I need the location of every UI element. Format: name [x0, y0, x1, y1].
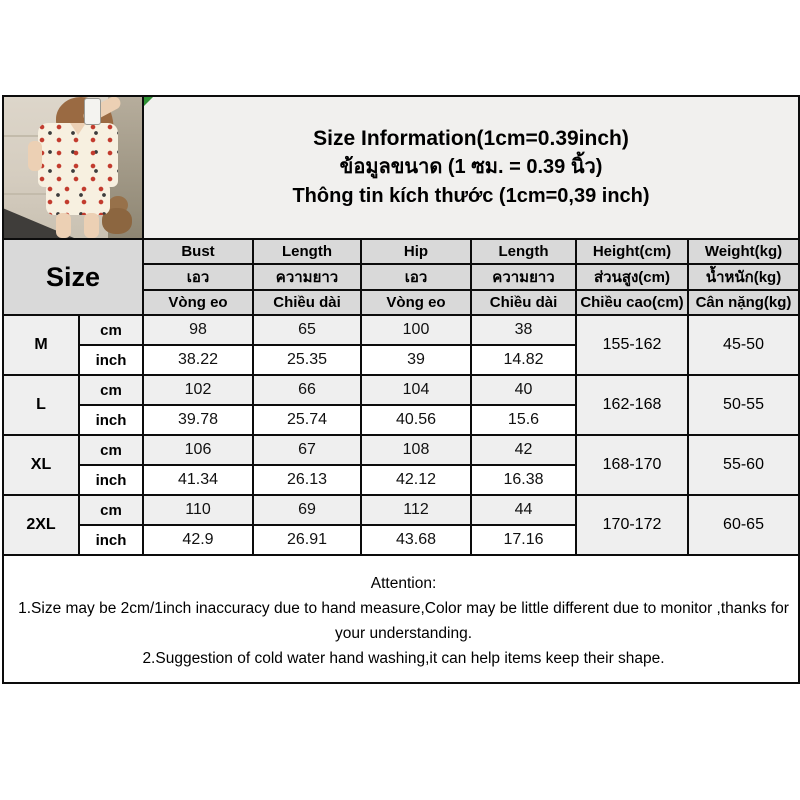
2xl-bust-inch: 42.9	[143, 525, 253, 555]
photo-pajama-shorts	[46, 185, 110, 215]
col-header-hip-th: เอว	[361, 264, 471, 290]
attention-line-2: 2.Suggestion of cold water hand washing,it can help items keep their shape.	[142, 649, 665, 667]
unit-cm: cm	[79, 495, 143, 525]
m-bust-inch: 38.22	[143, 345, 253, 375]
title-english: Size Information(1cm=0.39inch)	[313, 127, 629, 150]
excel-error-flag-icon	[144, 97, 153, 106]
title-vietnamese: Thông tin kích thước (1cm=0,39 inch)	[292, 185, 650, 207]
size-label: Size	[3, 239, 143, 315]
m-hip-inch: 39	[361, 345, 471, 375]
title-cell	[143, 96, 799, 239]
2xl-length-inch: 26.91	[253, 525, 361, 555]
l-length2-cm: 40	[471, 375, 576, 405]
col-header-height: Height(cm)	[576, 239, 688, 264]
l-length2-inch: 15.6	[471, 405, 576, 435]
xl-length2-inch: 16.38	[471, 465, 576, 495]
title-thai: ข้อมูลขนาด (1 ซม. = 0.39 นิ้ว)	[339, 156, 603, 178]
2xl-length2-cm: 44	[471, 495, 576, 525]
col-header-weight: Weight(kg)	[688, 239, 799, 264]
2xl-hip-inch: 43.68	[361, 525, 471, 555]
col-header-weight-vi: Cân nặng(kg)	[688, 290, 799, 315]
attention-note	[3, 555, 799, 683]
size-2xl: 2XL	[3, 495, 79, 555]
photo-vneck	[70, 123, 86, 135]
size-chart-table	[2, 95, 800, 684]
col-header-bust: Bust	[143, 239, 253, 264]
m-length2-cm: 38	[471, 315, 576, 345]
l-length-inch: 25.74	[253, 405, 361, 435]
col-header-height-vi: Chiều cao(cm)	[576, 290, 688, 315]
photo-leg	[84, 213, 99, 238]
photo-cell	[3, 96, 143, 239]
xl-bust-inch: 41.34	[143, 465, 253, 495]
col-header-hip: Hip	[361, 239, 471, 264]
m-length-cm: 65	[253, 315, 361, 345]
xl-hip-cm: 108	[361, 435, 471, 465]
m-length2-inch: 14.82	[471, 345, 576, 375]
col-header-length2-th: ความยาว	[471, 264, 576, 290]
col-header-length2: Length	[471, 239, 576, 264]
table-row	[3, 495, 799, 525]
size-m: M	[3, 315, 79, 375]
xl-weight: 55-60	[688, 435, 799, 495]
xl-height: 168-170	[576, 435, 688, 495]
2xl-length2-inch: 17.16	[471, 525, 576, 555]
xl-bust-cm: 106	[143, 435, 253, 465]
2xl-length-cm: 69	[253, 495, 361, 525]
l-hip-cm: 104	[361, 375, 471, 405]
col-header-hip-vi: Vòng eo	[361, 290, 471, 315]
xl-length-cm: 67	[253, 435, 361, 465]
size-l: L	[3, 375, 79, 435]
col-header-length-vi: Chiều dài	[253, 290, 361, 315]
attention-row	[3, 555, 799, 683]
photo-arm	[28, 141, 42, 171]
col-header-length-th: ความยาว	[253, 264, 361, 290]
xl-length2-cm: 42	[471, 435, 576, 465]
photo-leg	[56, 213, 71, 238]
xl-hip-inch: 42.12	[361, 465, 471, 495]
col-header-height-th: ส่วนสูง(cm)	[576, 264, 688, 290]
col-header-bust-th: เอว	[143, 264, 253, 290]
l-height: 162-168	[576, 375, 688, 435]
product-photo	[4, 97, 142, 238]
2xl-height: 170-172	[576, 495, 688, 555]
attention-heading: Attention:	[370, 574, 437, 592]
unit-inch: inch	[79, 465, 143, 495]
unit-inch: inch	[79, 405, 143, 435]
xl-length-inch: 26.13	[253, 465, 361, 495]
2xl-weight: 60-65	[688, 495, 799, 555]
unit-cm: cm	[79, 375, 143, 405]
m-weight: 45-50	[688, 315, 799, 375]
table-row	[3, 375, 799, 405]
table-row	[3, 315, 799, 345]
m-height: 155-162	[576, 315, 688, 375]
col-header-length2-vi: Chiều dài	[471, 290, 576, 315]
l-bust-inch: 39.78	[143, 405, 253, 435]
table-row	[3, 435, 799, 465]
col-header-length: Length	[253, 239, 361, 264]
l-weight: 50-55	[688, 375, 799, 435]
top-row	[3, 96, 799, 239]
l-length-cm: 66	[253, 375, 361, 405]
unit-cm: cm	[79, 435, 143, 465]
m-bust-cm: 98	[143, 315, 253, 345]
unit-inch: inch	[79, 525, 143, 555]
m-length-inch: 25.35	[253, 345, 361, 375]
l-bust-cm: 102	[143, 375, 253, 405]
photo-phone	[84, 98, 101, 125]
col-header-weight-th: น้ำหนัก(kg)	[688, 264, 799, 290]
header-row-english	[3, 239, 799, 264]
col-header-bust-vi: Vòng eo	[143, 290, 253, 315]
m-hip-cm: 100	[361, 315, 471, 345]
2xl-hip-cm: 112	[361, 495, 471, 525]
unit-inch: inch	[79, 345, 143, 375]
l-hip-inch: 40.56	[361, 405, 471, 435]
size-xl: XL	[3, 435, 79, 495]
unit-cm: cm	[79, 315, 143, 345]
2xl-bust-cm: 110	[143, 495, 253, 525]
attention-line-1: 1.Size may be 2cm/1inch inaccuracy due to hand measure,Color may be little different due to monitor ,thanks for your understanding.	[18, 599, 789, 642]
